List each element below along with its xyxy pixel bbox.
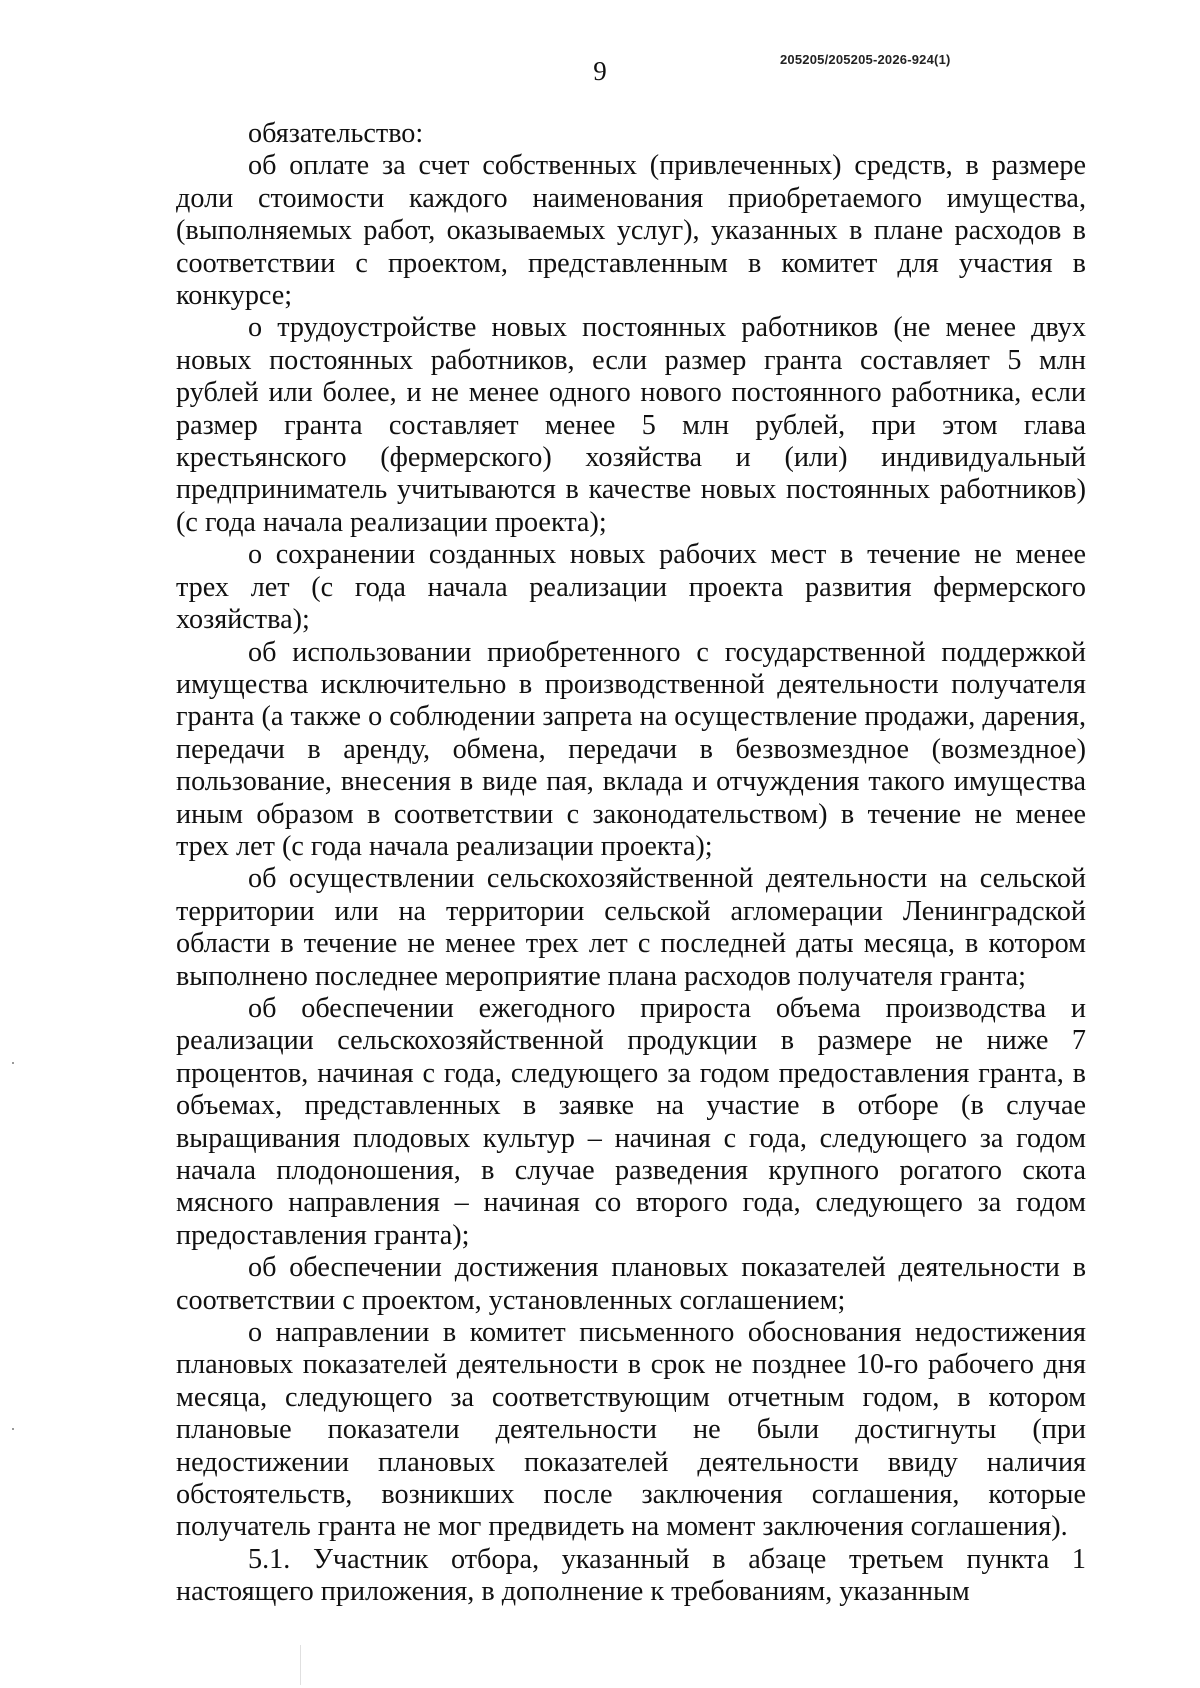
- paragraph-employment-obligation: о трудоустройстве новых постоянных работников (не менее двух новых постоянных работников, если размер гранта составляет 5 млн рублей или более, и не менее одного нового постоянного работника, если размер гранта составляет менее 5 млн рублей, при этом глава крестьянского (фермерского) хозяйства и (или) индивидуальный предприниматель учитываются в качестве новых постоянных работников) (с года начала реализации проекта);: [176, 312, 1086, 538]
- page-number: 9: [593, 56, 607, 86]
- paragraph-justification-obligation: о направлении в комитет письменного обоснования недостижения плановых показателей деятельности в срок не позднее 10-го рабочего дня месяца, следующего за соответствующим отчетным годом, в котором плановые показатели деятельности не были достигнуты (при недостижении плановых показателей деятельности ввиду наличия обстоятельств, возникших после заключения соглашения, которые получатель гранта не мог предвидеть на момент заключения соглашения).: [176, 1317, 1086, 1543]
- document-code: 205205/205205-2026-924(1): [780, 52, 951, 67]
- document-body: [176, 118, 1086, 1609]
- paragraph-job-retention-obligation: о сохранении созданных новых рабочих мест в течение не менее трех лет (с года начала реализации проекта развития фермерского хозяйства);: [176, 539, 1086, 636]
- paragraph-agricultural-activity-obligation: об осуществлении сельскохозяйственной деятельности на сельской территории или на территории сельской агломерации Ленинградской области в течение не менее трех лет с последней даты месяца, в котором выполнено последнее мероприятие плана расходов получателя гранта;: [176, 863, 1086, 992]
- paragraph-performance-targets-obligation: об обеспечении достижения плановых показателей деятельности в соответствии с проектом, установленных соглашением;: [176, 1252, 1086, 1316]
- paragraph-obligation-heading: обязательство:: [248, 118, 424, 149]
- paragraph-clause-5-1: 5.1. Участник отбора, указанный в абзаце третьем пункта 1 настоящего приложения, в дополнение к требованиям, указанным: [176, 1543, 1086, 1608]
- paragraph-property-use-obligation: об использовании приобретенного с государственной поддержкой имущества исключительно в производственной деятельности получателя гранта (а также о соблюдении запрета на осуществление продажи, дарения, передачи в аренду, обмена, передачи в безвозмездное (возмездное) пользование, внесения в виде пая, вклада и отчуждения такого имущества иным образом в соответствии с законодательством) в течение не менее трех лет (с года начала реализации проекта);: [176, 636, 1086, 862]
- scan-artifact: [12, 1062, 14, 1064]
- paragraph-production-growth-obligation: об обеспечении ежегодного прироста объема производства и реализации сельскохозяйственной продукции в размере не ниже 7 процентов, начиная с года, следующего за годом предоставления гранта, в объемах, представленных в заявке на участие в отборе (в случае выращивания плодовых культур – начиная с года, следующего за годом начала плодоношения, в случае разведения крупного рогатого скота мясного направления – начиная со второго года, следующего за годом предоставления гранта);: [176, 992, 1086, 1251]
- paragraph-payment-obligation: об оплате за счет собственных (привлеченных) средств, в размере доли стоимости каждого наименования приобретаемого имущества, (выполняемых работ, оказываемых услуг), указанных в плане расходов в соответствии с проектом, представленным в комитет для участия в конкурсе;: [176, 150, 1086, 312]
- scan-artifact: [300, 1645, 301, 1685]
- scan-artifact: [12, 1428, 14, 1430]
